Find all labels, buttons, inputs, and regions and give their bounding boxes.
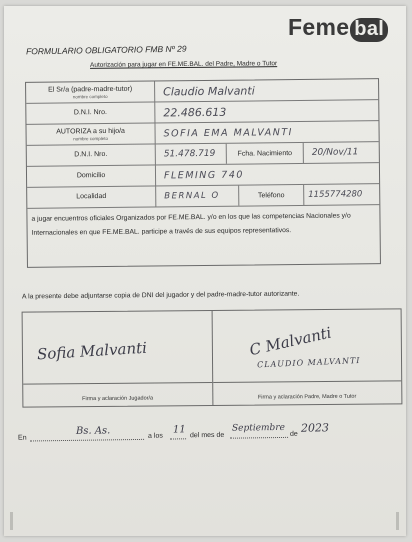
year-handwritten[interactable]: 2023 [300,421,330,435]
guardian-dni-field[interactable]: 22.486.613 [163,105,227,119]
copy-note: A la presente debe adjuntarse copia de DNI del jugador y del padre-madre-tutor autorizante. [21,290,300,301]
guardian-label: El Sr/a (padre-madre-tutor) nombre completo [26,81,155,102]
legal-text: a jugar encuentros oficiales Organizados por FE.ME.BAL. y/o en los que las competencias Nacionales y/o Internacionales en que FE.ME.BAL. participe a través de sus equipos representativos. [31,212,351,237]
authorization-table [25,78,381,268]
player-signature-caption: Firma y aclaración Jugador/a [82,395,154,403]
player-signature-cell[interactable] [23,311,212,407]
address-label: Domicilio [27,165,156,186]
player-signature: Sofia Malvanti [36,338,148,364]
birth-date-field[interactable]: 20/Nov/11 [311,147,359,158]
femebal-logo [288,14,388,42]
player-dni-field[interactable]: 51.478.719 [163,148,216,160]
authorization-title: Autorización para jugar en FE.ME.BAL. del Padre, Madre o Tutor [89,60,278,69]
month-handwritten[interactable]: Septiembre [231,422,285,434]
divider [23,382,212,385]
city-handwritten[interactable]: Bs. As. [75,425,111,437]
guardian-signature: C Malvanti [247,323,333,360]
en-label: En [17,434,27,442]
day-handwritten[interactable]: 11 [172,424,186,436]
place-date-line [18,423,398,444]
phone-field[interactable]: 1155774280 [308,189,363,200]
city-label: Localidad [27,186,156,207]
guardian-signature-cell[interactable] [211,309,401,405]
corner-mark [10,512,13,530]
logo-badge: bal [350,18,388,42]
guardian-signature-caption: Firma y aclaración Padre, Madre o Tutor [257,393,357,401]
guardian-name-field[interactable]: Claudio Malvanti [163,83,255,98]
birth-label: Fcha. Nacimiento [226,143,304,164]
logo-text: Feme [288,14,350,40]
form-sheet [4,6,406,536]
de-label: de [289,430,298,438]
guardian-dni-label: D.N.I. Nro. [26,102,155,123]
divider [213,380,402,383]
corner-mark [396,512,399,530]
player-dni-label: D.N.I. Nro. [27,144,156,165]
player-label: AUTORIZA a su hijo/a nombre completo [26,123,155,144]
signature-box [22,308,403,407]
player-name-field[interactable]: SOFIA EMA MALVANTI [163,126,294,139]
mes-label: del mes de [189,431,225,440]
los-label: a los [147,432,163,440]
guardian-clarification: CLAUDIO MALVANTI [256,355,361,370]
form-title: FORMULARIO OBLIGATORIO FMB Nº 29 [25,43,187,57]
address-field[interactable]: FLEMING 740 [163,169,244,181]
phone-label: Teléfono [238,185,304,206]
city-field[interactable]: BERNAL O [164,190,220,202]
